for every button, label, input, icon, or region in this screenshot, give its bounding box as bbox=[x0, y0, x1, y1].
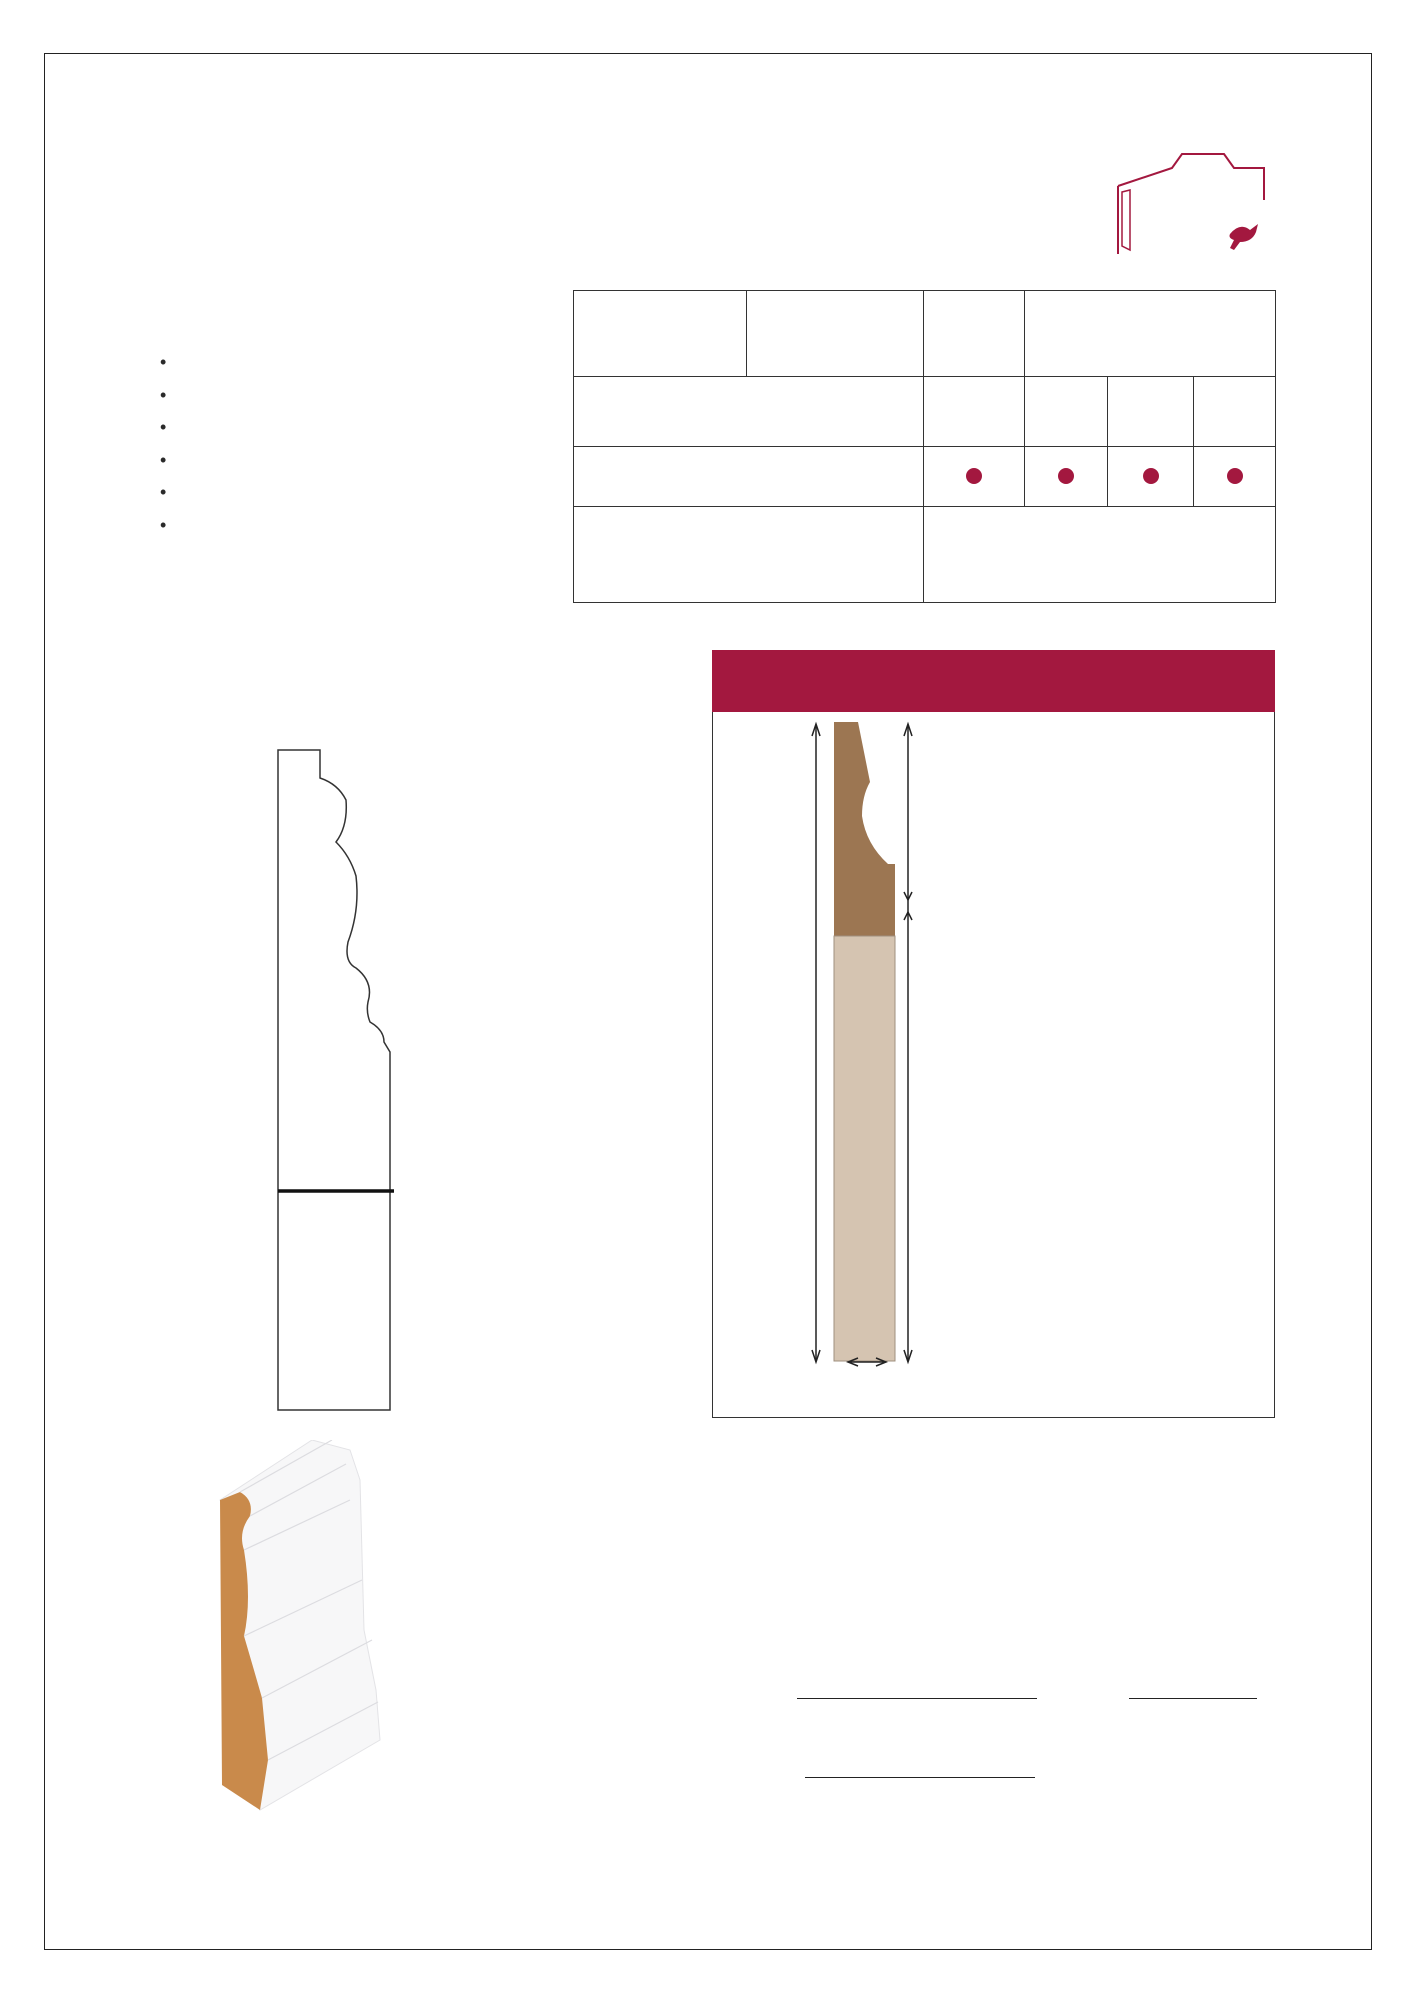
range-value bbox=[1025, 291, 1276, 377]
materials-list bbox=[160, 346, 182, 541]
thickness-value bbox=[924, 377, 1025, 447]
thickness-value bbox=[1194, 377, 1276, 447]
moulding-profile-outline bbox=[278, 750, 390, 1410]
availability-cell bbox=[1194, 447, 1276, 507]
material-item bbox=[160, 411, 182, 444]
thickness-value bbox=[1025, 377, 1108, 447]
name-field[interactable] bbox=[797, 1698, 1037, 1699]
availability-dot bbox=[1143, 468, 1159, 484]
availability-cell bbox=[1108, 447, 1194, 507]
profile-code-label bbox=[574, 291, 747, 377]
spec-table bbox=[573, 290, 1276, 603]
range-label bbox=[924, 291, 1025, 377]
height-range-value bbox=[924, 507, 1276, 603]
availability-dot bbox=[966, 468, 982, 484]
thickness-label bbox=[574, 377, 924, 447]
adjustable-part bbox=[834, 936, 895, 1361]
availability-cell bbox=[1025, 447, 1108, 507]
height-range-label bbox=[574, 507, 924, 603]
availability-row-label bbox=[574, 447, 924, 507]
profile-code-value bbox=[747, 291, 924, 377]
signature-field[interactable] bbox=[805, 1777, 1035, 1778]
profile-cad-drawing bbox=[170, 668, 510, 1428]
fixed-profile-part bbox=[834, 722, 895, 936]
availability-dot bbox=[1227, 468, 1243, 484]
material-item bbox=[160, 346, 182, 379]
kangaroo-icon bbox=[1230, 224, 1259, 250]
height-diagram bbox=[712, 712, 1275, 1418]
company-logo bbox=[1112, 146, 1270, 264]
date-field[interactable] bbox=[1129, 1698, 1257, 1699]
availability-dot bbox=[1058, 468, 1074, 484]
material-item bbox=[160, 476, 182, 509]
material-item bbox=[160, 379, 182, 412]
example-heading bbox=[712, 650, 1275, 712]
availability-cell bbox=[924, 447, 1025, 507]
moulding-3d-image bbox=[200, 1440, 400, 1820]
thickness-value bbox=[1108, 377, 1194, 447]
material-item bbox=[160, 509, 182, 542]
logo-house-icon bbox=[1112, 146, 1270, 264]
material-item bbox=[160, 444, 182, 477]
